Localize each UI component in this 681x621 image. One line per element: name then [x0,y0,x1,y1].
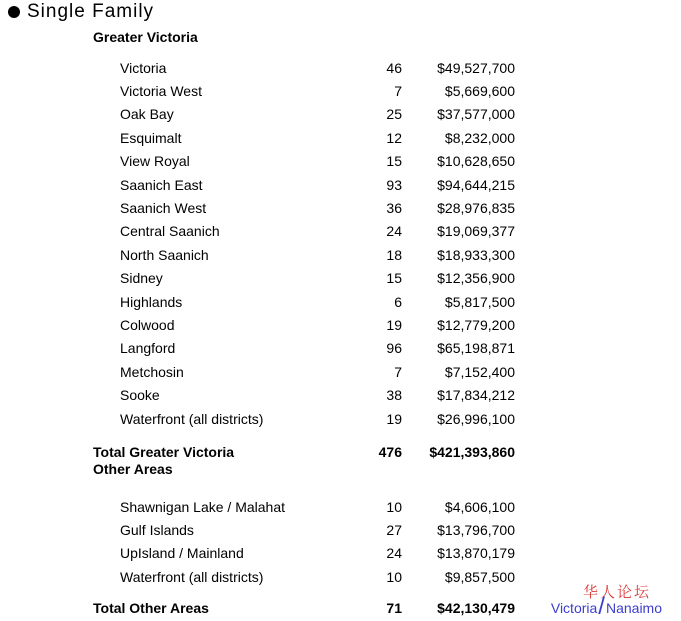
units-count: 15 [386,153,402,170]
watermark-chinese-text: 华人论坛 [582,584,651,601]
units-count: 36 [386,200,402,217]
dollar-volume: $37,577,000 [437,106,515,123]
dollar-volume: $12,779,200 [437,316,515,333]
units-count: 7 [394,363,402,380]
area-name-label: Saanich West [120,200,207,217]
total-dollar-volume: $421,393,860 [429,443,515,460]
total-row-greater-victoria [0,440,681,463]
area-name-label: Central Saanich [120,223,220,240]
table-row [0,407,681,430]
area-name-label: Victoria West [120,83,202,100]
area-name-label: Victoria [120,59,167,76]
total-dollar-volume: $42,130,479 [437,599,515,616]
table-row [0,337,681,360]
dollar-volume: $10,628,650 [437,153,515,170]
dollar-volume: $13,870,179 [437,545,515,562]
units-count: 15 [386,270,402,287]
table-row [0,103,681,126]
units-count: 7 [394,83,402,100]
dollar-volume: $19,069,377 [437,223,515,240]
area-name-label: Langford [120,340,176,357]
dollar-volume: $18,933,300 [437,246,515,263]
watermark-latin-right: Nanaimo [605,600,662,616]
units-count: 24 [386,223,402,240]
area-name-label: Sidney [120,270,163,287]
units-count: 10 [386,568,402,585]
table-row [0,150,681,173]
units-count: 12 [386,129,402,146]
table-row [0,542,681,565]
area-name-label: Shawnigan Lake / Malahat [120,498,285,515]
dollar-volume: $49,527,700 [437,59,515,76]
table-row [0,220,681,243]
area-name-label: Colwood [120,316,175,333]
dollar-volume: $12,356,900 [437,270,515,287]
dollar-volume: $65,198,871 [437,340,515,357]
area-name-label: Waterfront (all districts) [120,410,264,427]
area-name-label: Sooke [120,387,160,404]
units-count: 25 [386,106,402,123]
area-name-label: Waterfront (all districts) [120,568,264,585]
units-count: 24 [386,545,402,562]
table-row [0,196,681,219]
units-count: 6 [394,293,402,310]
watermark [550,584,662,620]
area-name-label: Saanich East [120,176,203,193]
area-name-label: North Saanich [120,246,209,263]
table-row [0,243,681,266]
other-areas-rows [0,495,681,589]
area-name-label: Highlands [120,293,183,310]
dollar-volume: $28,976,835 [437,200,515,217]
dollar-volume: $26,996,100 [437,410,515,427]
table-row [0,126,681,149]
dollar-volume: $5,817,500 [444,293,515,310]
area-name-label: Oak Bay [120,106,174,123]
dollar-volume: $94,644,215 [437,176,515,193]
bullet-icon [8,6,20,18]
watermark-latin-text: Victoria / Nanaimo [550,593,662,620]
area-name-label: Metchosin [120,363,184,380]
group-header-other-areas: Other Areas [93,461,173,477]
page-title: Single Family [27,1,155,22]
area-name-label: Gulf Islands [120,522,194,539]
total-units-count: 476 [378,443,402,460]
units-count: 46 [386,59,402,76]
total-label: Total Other Areas [93,599,209,616]
dollar-volume: $7,152,400 [444,363,515,380]
units-count: 27 [386,522,402,539]
greater-victoria-rows [0,56,681,430]
dollar-volume: $9,857,500 [444,568,515,585]
table-row [0,173,681,196]
units-count: 18 [386,246,402,263]
total-label: Total Greater Victoria [93,443,235,460]
table-row [0,313,681,336]
units-count: 93 [386,176,402,193]
table-row [0,383,681,406]
section-title-row [8,1,154,23]
area-name-label: View Royal [120,153,190,170]
dollar-volume: $17,834,212 [437,387,515,404]
units-count: 19 [386,316,402,333]
units-count: 10 [386,498,402,515]
table-row [0,495,681,518]
table-row [0,267,681,290]
watermark-latin-left: Victoria [550,600,598,616]
total-units-count: 71 [386,599,402,616]
table-row [0,56,681,79]
dollar-volume: $5,669,600 [444,83,515,100]
area-name-label: Esquimalt [120,129,182,146]
table-row [0,290,681,313]
area-name-label: UpIsland / Mainland [120,545,244,562]
table-row [0,518,681,541]
table-row [0,360,681,383]
units-count: 19 [386,410,402,427]
units-count: 96 [386,340,402,357]
group-header-greater-victoria: Greater Victoria [93,29,198,45]
table-row [0,79,681,102]
dollar-volume: $4,606,100 [444,498,515,515]
dollar-volume: $13,796,700 [437,522,515,539]
dollar-volume: $8,232,000 [444,129,515,146]
units-count: 38 [386,387,402,404]
